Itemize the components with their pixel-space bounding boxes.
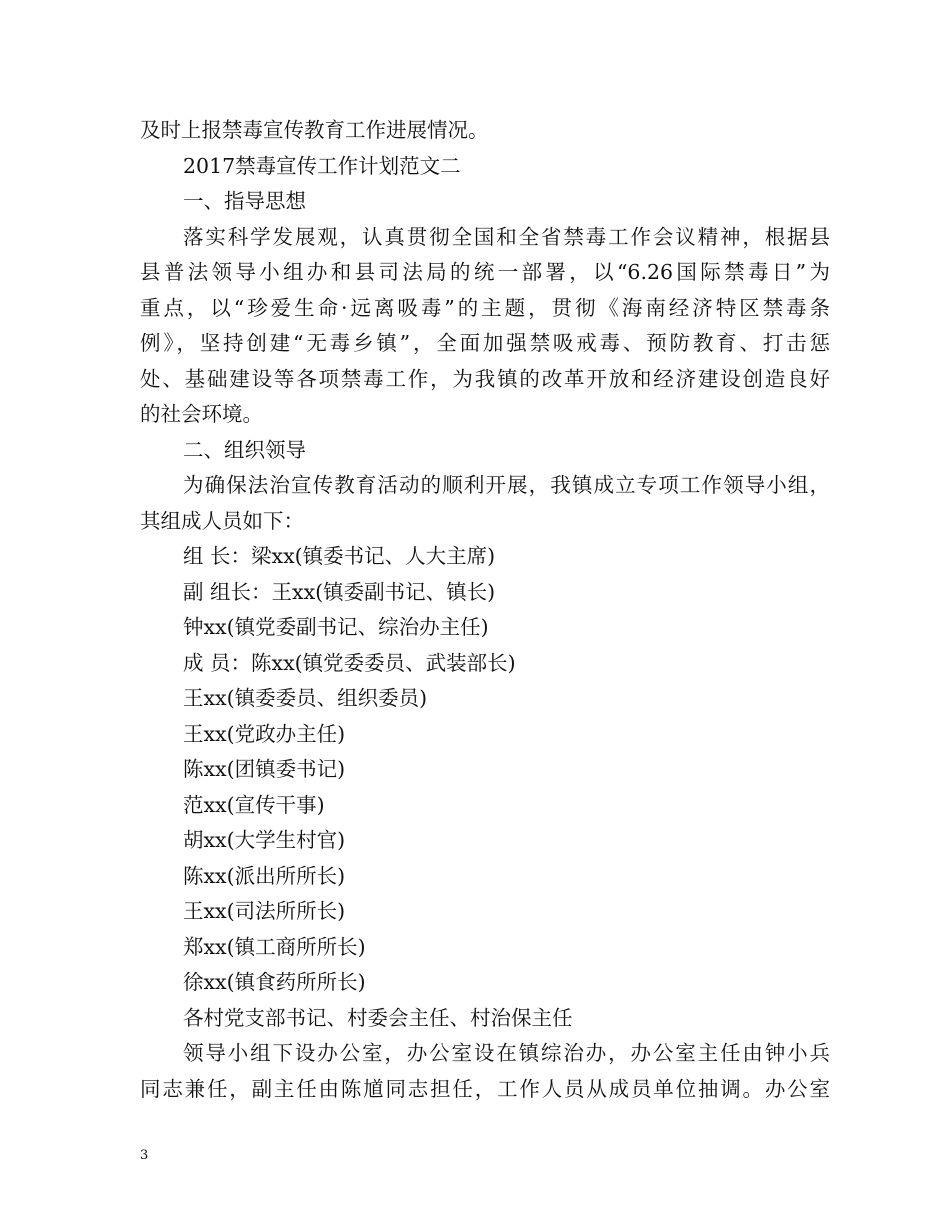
text-line: 2017禁毒宣传工作计划范文二 <box>183 153 461 178</box>
text-line: 为确保法治宣传教育活动的顺利开展，我镇成立专项工作领导小组， <box>183 473 830 497</box>
page-number: 3 <box>140 1148 149 1163</box>
text-line: 王xx(司法所所长) <box>183 899 346 923</box>
text-line: 处、基础建设等各项禁毒工作，为我镇的改革开放和经济建设创造良好 <box>140 366 830 391</box>
text-line: 陈xx(派出所所长) <box>183 863 346 888</box>
text-line: 例》，坚持创建“无毒乡镇”，全面加强禁吸戒毒、预防教育、打击惩 <box>140 331 830 355</box>
text-line: 组 长：梁xx(镇委书记、人大主席) <box>183 544 496 568</box>
text-line: 及时上报禁毒宣传教育工作进展情况。 <box>140 118 489 142</box>
text-line: 重点，以“珍爱生命·远离吸毒”的主题，贯彻《海南经济特区禁毒条 <box>140 295 830 320</box>
text-line: 徐xx(镇食药所所长) <box>183 970 366 994</box>
text-line: 王xx(镇委委员、组织委员) <box>183 686 428 710</box>
text-line: 胡xx(大学生村官) <box>183 828 346 852</box>
text-line: 二、组织领导 <box>183 437 306 462</box>
text-line: 陈xx(团镇委书记) <box>183 757 346 781</box>
text-line: 一、指导思想 <box>183 189 306 213</box>
text-line: 落实科学发展观，认真贯彻全国和全省禁毒工作会议精神，根据县 <box>183 224 830 249</box>
text-line: 的社会环境。 <box>140 402 263 426</box>
text-line: 副 组长：王xx(镇委副书记、镇长) <box>183 579 496 604</box>
document-body <box>140 113 830 1107</box>
text-line: 钟xx(镇党委副书记、综治办主任) <box>183 615 489 639</box>
text-line: 其组成人员如下： <box>140 508 304 533</box>
text-line: 范xx(宣传干事) <box>183 792 325 817</box>
text-line: 郑xx(镇工商所所长) <box>183 934 366 959</box>
text-line: 成 员：陈xx(镇党委委员、武装部长) <box>183 650 516 675</box>
text-line: 领导小组下设办公室，办公室设在镇综治办，办公室主任由钟小兵 <box>183 1041 830 1065</box>
text-line: 同志兼任，副主任由陈馗同志担任，工作人员从成员单位抽调。办公室 <box>140 1076 830 1101</box>
text-line: 各村党支部书记、村委会主任、村治保主任 <box>183 1005 573 1030</box>
text-line: 王xx(党政办主任) <box>183 721 346 746</box>
text-line: 县普法领导小组办和县司法局的统一部署，以“6.26国际禁毒日”为 <box>140 260 830 284</box>
